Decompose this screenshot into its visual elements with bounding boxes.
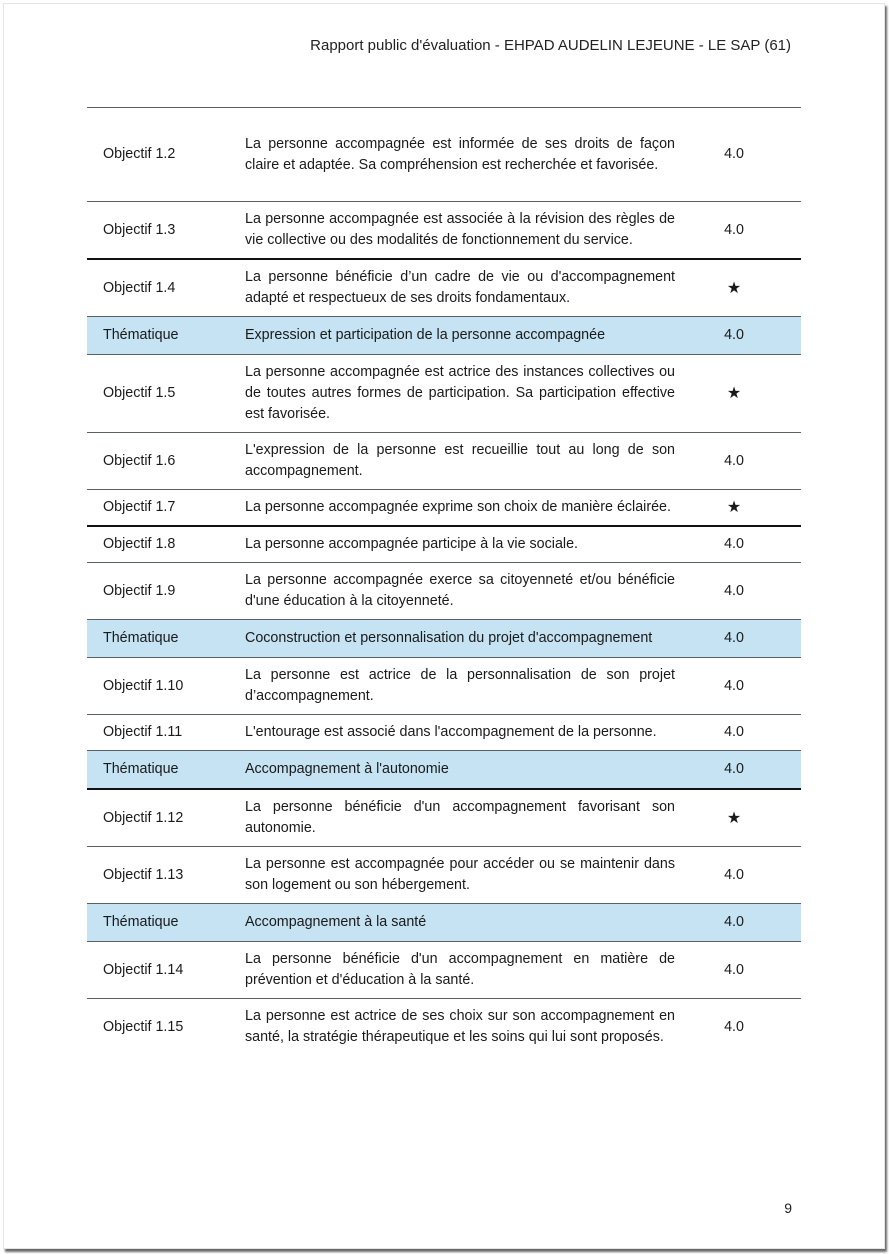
row-description: La personne est actrice de ses choix sur son accompagnement en santé, la stratégie thérapeutique et les soins qui lui sont proposés. <box>245 1008 675 1045</box>
table-row-objectif <box>87 789 801 847</box>
row-label: Thématique <box>103 914 179 930</box>
row-label: Objectif 1.11 <box>103 724 183 740</box>
row-label: Thématique <box>103 630 179 646</box>
table-row-objectif <box>87 490 801 527</box>
row-description: La personne accompagnée est associée à la révision des règles de vie collective ou des modalités de fonctionnement du service. <box>245 211 675 248</box>
row-description: La personne est actrice de la personnalisation de son projet d’accompagnement. <box>245 667 675 704</box>
row-score: 4.0 <box>724 866 744 883</box>
row-score: 4.0 <box>724 146 744 162</box>
row-score: 4.0 <box>724 961 744 978</box>
row-label: Objectif 1.6 <box>103 452 176 469</box>
row-label: Objectif 1.14 <box>103 961 184 978</box>
row-label: Objectif 1.7 <box>103 499 176 515</box>
star-icon: ★ <box>726 809 742 827</box>
row-label: Objectif 1.9 <box>103 582 176 599</box>
row-score: 4.0 <box>724 327 744 343</box>
table-row-objectif <box>87 563 801 620</box>
page-number: 9 <box>784 1200 792 1216</box>
row-description: La personne accompagnée participe à la vie sociale. <box>245 536 579 552</box>
row-description: L'entourage est associé dans l'accompagnement de la personne. <box>245 724 657 740</box>
row-score: 4.0 <box>724 630 744 646</box>
table-row-thematique <box>87 317 801 355</box>
row-description: La personne accompagnée est actrice des instances collectives ou de toutes autres formes de participation. Sa participation effective est favorisée. <box>245 364 675 422</box>
star-icon: ★ <box>726 279 742 297</box>
table-row-objectif <box>87 999 801 1056</box>
row-description: Accompagnement à la santé <box>245 914 427 930</box>
table-row-objectif <box>87 658 801 715</box>
row-label: Objectif 1.2 <box>103 146 176 162</box>
row-label: Thématique <box>103 327 179 343</box>
row-description: Accompagnement à l'autonomie <box>245 761 449 777</box>
table-row-objectif <box>87 355 801 433</box>
document-page <box>3 3 885 1249</box>
row-score: 4.0 <box>724 452 744 469</box>
table-row-objectif <box>87 526 801 563</box>
star-icon: ★ <box>726 499 742 516</box>
row-description: La personne accompagnée est informée de ses droits de façon claire et adaptée. Sa compréhension est recherchée et favorisée. <box>245 135 675 173</box>
row-label: Objectif 1.5 <box>103 385 176 401</box>
row-score: 4.0 <box>724 724 744 740</box>
row-description: La personne accompagnée exprime son choix de manière éclairée. <box>245 499 671 515</box>
row-score: 4.0 <box>724 536 744 552</box>
table-row-thematique <box>87 904 801 942</box>
table-row-thematique <box>87 751 801 790</box>
row-score: 4.0 <box>724 582 744 599</box>
row-score: 4.0 <box>724 677 744 694</box>
row-label: Objectif 1.8 <box>103 536 176 552</box>
star-icon: ★ <box>726 385 742 402</box>
report-header: Rapport public d'évaluation - EHPAD AUDELIN LEJEUNE - LE SAP (61) <box>310 37 791 54</box>
row-description: La personne est accompagnée pour accéder ou se maintenir dans son logement ou son hébergement. <box>245 856 675 893</box>
row-description: La personne bénéficie d'un accompagnement favorisant son autonomie. <box>245 799 675 836</box>
row-score: 4.0 <box>724 1018 744 1035</box>
row-description: La personne bénéficie d'un accompagnement en matière de prévention et d'éducation à la santé. <box>245 951 675 988</box>
table-row-objectif <box>87 433 801 490</box>
table-row-objectif <box>87 942 801 999</box>
table-row-objectif <box>87 108 801 202</box>
row-label: Objectif 1.13 <box>103 866 184 883</box>
row-label: Objectif 1.10 <box>103 677 184 694</box>
evaluation-table <box>87 107 801 1055</box>
table-row-objectif <box>87 847 801 904</box>
row-description: Coconstruction et personnalisation du projet d'accompagnement <box>245 630 653 646</box>
row-label: Objectif 1.3 <box>103 221 176 238</box>
row-label: Objectif 1.15 <box>103 1018 184 1035</box>
row-description: L'expression de la personne est recueillie tout au long de son accompagnement. <box>245 442 675 479</box>
table-row-thematique <box>87 620 801 658</box>
row-description: La personne bénéficie d’un cadre de vie ou d'accompagnement adapté et respectueux de ses droits fondamentaux. <box>245 269 675 306</box>
row-label: Objectif 1.4 <box>103 279 176 296</box>
row-description: Expression et participation de la personne accompagnée <box>245 327 606 343</box>
row-score: 4.0 <box>724 221 744 238</box>
table-row-objectif <box>87 202 801 260</box>
table-row-objectif <box>87 259 801 317</box>
row-description: La personne accompagnée exerce sa citoyenneté et/ou bénéficie d'une éducation à la citoyenneté. <box>245 572 675 609</box>
row-label: Thématique <box>103 761 179 777</box>
row-label: Objectif 1.12 <box>103 809 184 826</box>
table-row-objectif <box>87 715 801 751</box>
row-score: 4.0 <box>724 914 744 930</box>
row-score: 4.0 <box>724 761 744 777</box>
